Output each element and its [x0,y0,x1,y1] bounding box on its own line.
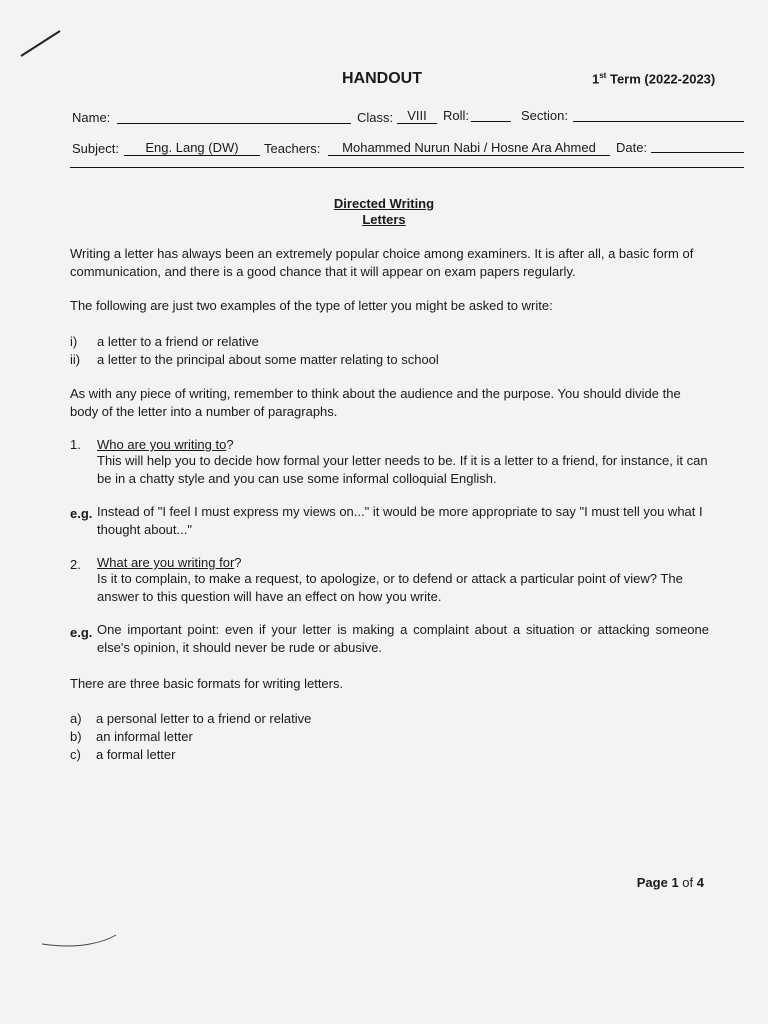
page-number: Page 1 of 4 [636,875,704,890]
class-field: Class: [357,110,394,125]
page-title: HANDOUT [342,70,422,87]
list-item: ii) a letter to the principal about some matter relating to school [70,352,439,367]
examples-intro: The following are just two examples of the type of letter you might be asked to write: [70,298,553,313]
date-line [651,152,744,153]
class-value: VIII [397,108,437,124]
section-heading: Directed Writing [333,196,435,211]
eg1-text: Instead of "I feel I must express my views on..." it would be more appropriate to say "I must tell you what I thought about..." [97,504,703,537]
list-item: i) a letter to a friend or relative [70,334,259,349]
pen-stroke-mark [18,28,64,60]
list-item: c) a formal letter [70,747,176,762]
name-line [117,123,351,124]
subject-value: Eng. Lang (DW) [124,140,260,156]
header-divider [70,167,744,168]
teachers-value: Mohammed Nurun Nabi / Hosne Ara Ahmed [328,140,610,156]
eg2-text: One important point: even if your letter is making a complaint about a situation or attacking someone else's opinion, it should never be rude or abusive. [97,622,709,655]
term-label: 1st Term (2022-2023) [592,71,716,87]
q1-text: This will help you to decide how formal your letter needs to be. If it is a letter to a friend, for instance, it can be in a chatty style and you can use some informal colloquial English. [97,453,708,486]
eg1-label: e.g. [70,506,93,521]
teachers-field: Teachers: [264,141,321,156]
roll-field: Roll: [443,108,470,123]
section-line [573,121,744,122]
q1-marker: 1. [70,437,81,452]
q2-text: Is it to complain, to make a request, to apologize, or to defend or attack a particular point of view? The answer to this question will have an effect on how you write. [97,571,683,604]
section-subheading: Letters [362,212,406,227]
eg2-label: e.g. [70,625,93,640]
formats-intro: There are three basic formats for writing letters. [70,676,344,691]
name-field: Name: [72,110,111,125]
audience-paragraph: As with any piece of writing, remember to think about the audience and the purpose. You should divide the body of the letter into a number of paragraphs. [70,386,681,419]
subject-field: Subject: [72,141,119,156]
roll-line [471,121,511,122]
q2-title: What are you writing for? [97,555,242,570]
section-field: Section: [521,108,568,123]
date-field: Date: [616,140,648,155]
list-item: b) an informal letter [70,729,193,744]
list-item: a) a personal letter to a friend or relative [70,711,312,726]
intro-paragraph: Writing a letter has always been an extremely popular choice among examiners. It is after all, a basic form of communication, and there is a good chance that it will appear on exam papers regularly. [70,246,694,279]
q1-title: Who are you writing to? [97,437,234,452]
pen-squiggle-mark [40,932,120,952]
q2-marker: 2. [70,557,81,572]
